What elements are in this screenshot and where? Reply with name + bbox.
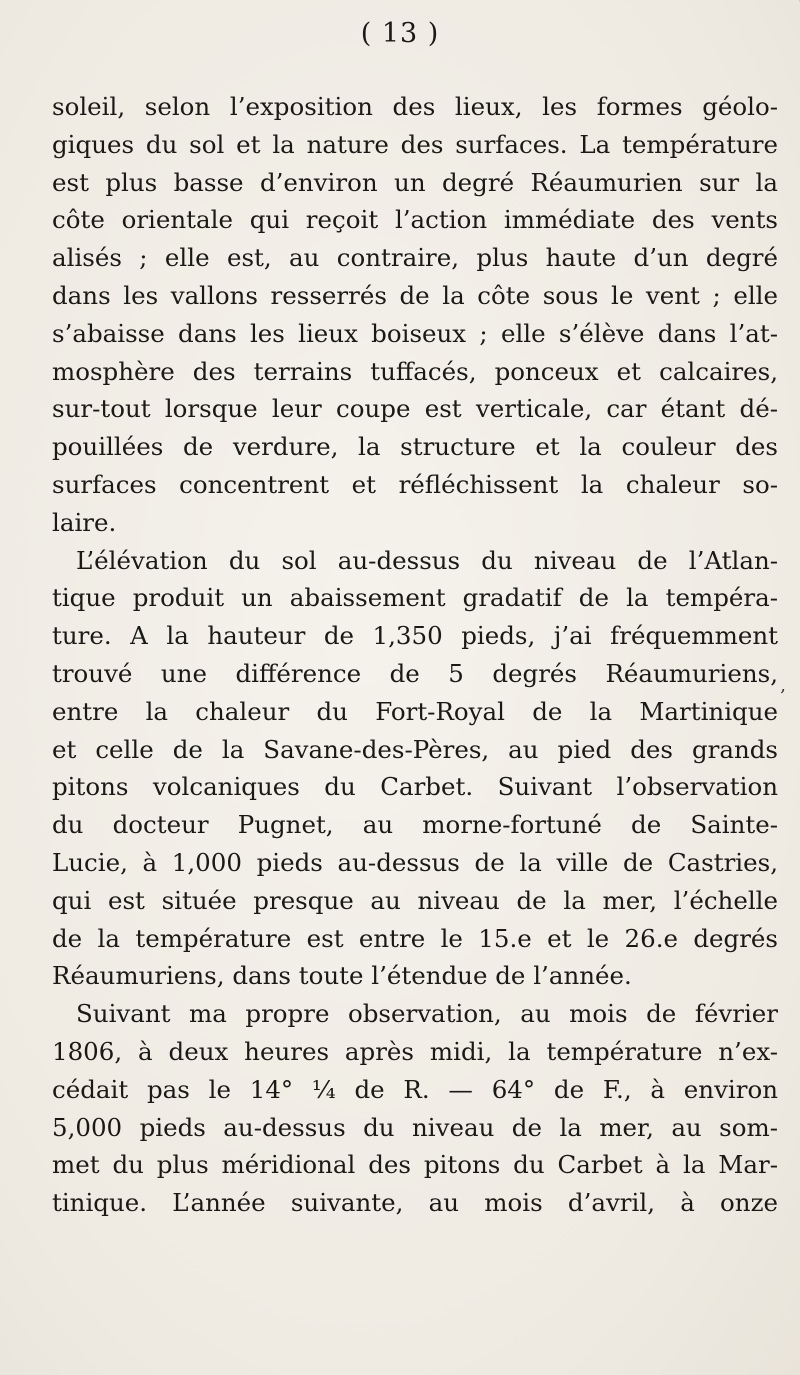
- text-line: et celle de la Savane-des-Pères, au pied des grands: [52, 734, 778, 764]
- text-line: soleil, selon l’exposition des lieux, les formes géolo-: [52, 92, 778, 121]
- text-line: dans les vallons resserrés de la côte sous le vent ; elle: [52, 280, 778, 310]
- text-line: surfaces concentrent et réfléchissent la chaleur so-: [52, 469, 778, 499]
- text-line: Suivant ma propre observation, au mois de février: [76, 999, 778, 1029]
- text-line: qui est située presque au niveau de la mer, l’échelle: [52, 885, 778, 915]
- text-line: trouvé une différence de 5 degrés Réaumuriens,: [52, 658, 778, 688]
- text-line: laire.: [52, 507, 117, 537]
- text-line: Réaumuriens, dans toute l’étendue de l’année.: [52, 961, 632, 991]
- text-line: Lucie, à 1,000 pieds au-dessus de la ville de Castries,: [52, 847, 778, 877]
- body-text: [52, 88, 778, 1222]
- text-line: tinique. L’année suivante, au mois d’avril, à onze: [52, 1188, 778, 1218]
- text-line: du docteur Pugnet, au morne-fortuné de Sainte-: [52, 810, 778, 840]
- text-line: ture. A la hauteur de 1,350 pieds, j’ai fréquemment: [52, 621, 778, 651]
- text-line: L’élévation du sol au-dessus du niveau de l’Atlan-: [76, 545, 778, 575]
- text-line: 1806, à deux heures après midi, la température n’ex-: [52, 1036, 778, 1066]
- text-line: giques du sol et la nature des surfaces. La température: [52, 129, 778, 159]
- stray-mark: ,: [780, 675, 786, 696]
- text-line: cédait pas le 14° ¼ de R. — 64° de F., à environ: [52, 1074, 778, 1104]
- text-line: tique produit un abaissement gradatif de la tempéra-: [52, 583, 778, 613]
- text-line: pitons volcaniques du Carbet. Suivant l’observation: [52, 772, 778, 802]
- text-line: côte orientale qui reçoit l’action immédiate des vents: [52, 205, 778, 235]
- text-line: met du plus méridional des pitons du Carbet à la Mar-: [52, 1150, 778, 1180]
- text-line: mosphère des terrains tuffacés, ponceux et calcaires,: [52, 356, 778, 386]
- text-line: sur-tout lorsque leur coupe est verticale, car étant dé-: [52, 394, 778, 424]
- text-line: entre la chaleur du Fort-Royal de la Martinique: [52, 696, 778, 726]
- text-line: de la température est entre le 15.e et le 26.e degrés: [52, 923, 778, 953]
- text-line: est plus basse d’environ un degré Réaumurien sur la: [52, 167, 778, 197]
- text-line: 5,000 pieds au-dessus du niveau de la mer, au som-: [52, 1112, 778, 1142]
- text-line: s’abaisse dans les lieux boiseux ; elle s’élève dans l’at-: [52, 318, 778, 348]
- text-line: alisés ; elle est, au contraire, plus haute d’un degré: [52, 243, 778, 273]
- text-line: pouillées de verdure, la structure et la couleur des: [52, 432, 778, 462]
- page-number: ( 13 ): [360, 18, 440, 49]
